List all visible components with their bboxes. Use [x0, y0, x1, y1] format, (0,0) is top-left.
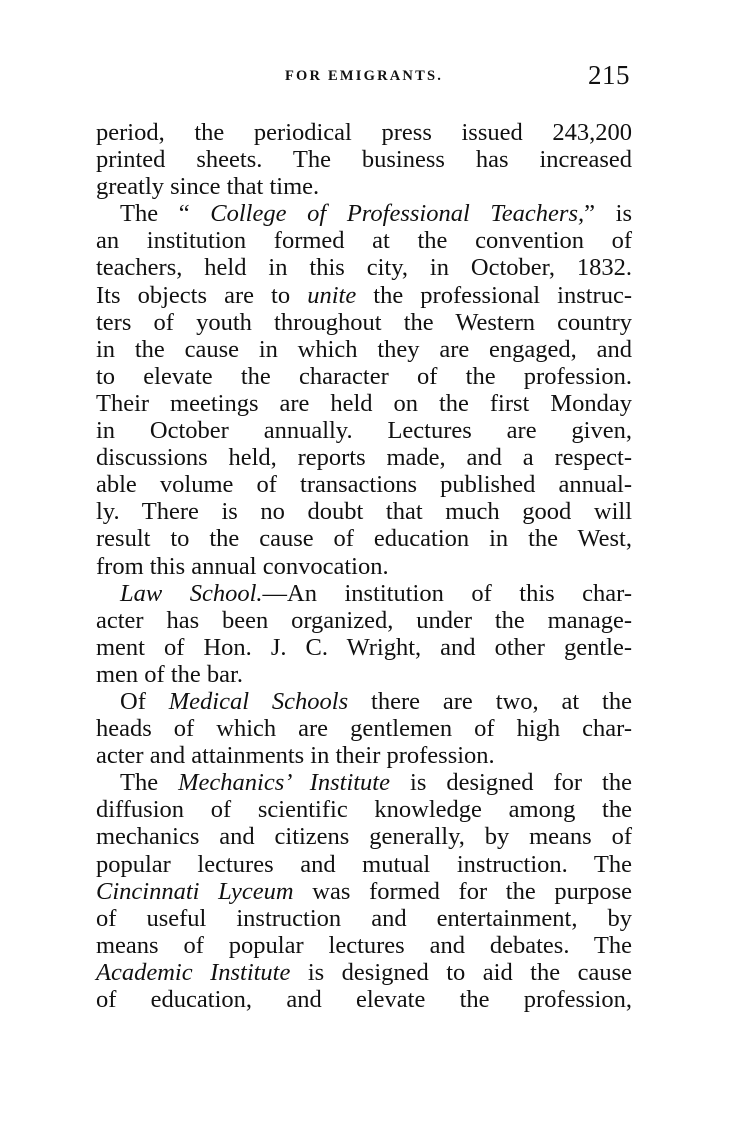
text-segment: Its objects are to: [96, 281, 308, 309]
italic-phrase: unite: [307, 281, 357, 309]
text-segment: is designed for the: [390, 769, 632, 797]
text-line: [96, 823, 632, 850]
text-segment: to elevate the character of the profession.: [96, 362, 632, 390]
text-segment: discussions held, reports made, and a respect-: [96, 444, 632, 472]
text-line: [96, 200, 632, 227]
text-segment: mechanics and citizens generally, by means of: [96, 823, 632, 851]
text-line: [96, 146, 632, 173]
text-line: [96, 959, 632, 986]
text-line: [96, 417, 632, 444]
text-segment: of education, and elevate the profession,: [96, 986, 632, 1013]
text-segment: —An institution of this char-: [262, 579, 632, 607]
text-segment: is designed to aid the cause: [290, 958, 632, 986]
text-line: [96, 986, 632, 1013]
text-segment: Their meetings are held on the first Monday: [96, 389, 632, 417]
text-line: [96, 851, 632, 878]
text-segment: from this annual convocation.: [96, 552, 389, 580]
text-segment: printed sheets. The business has increased: [96, 146, 632, 174]
text-segment: Of: [120, 687, 169, 715]
text-line: [96, 471, 632, 498]
text-line: [96, 444, 632, 471]
text-segment: popular lectures and mutual instruction. The: [96, 850, 632, 878]
text-segment: able volume of transactions published annual-: [96, 471, 632, 499]
text-line: [96, 282, 632, 309]
text-line: [96, 742, 632, 769]
italic-phrase: Medical Schools: [168, 687, 349, 715]
text-line: [96, 878, 632, 905]
text-line: [96, 715, 632, 742]
text-line: [96, 688, 632, 715]
text-segment: there are two, at the: [348, 687, 632, 715]
running-head-title: FOR EMIGRANTS.: [284, 68, 444, 84]
text-segment: The: [120, 769, 179, 797]
text-line: [96, 905, 632, 932]
text-segment: greatly since that time.: [96, 173, 320, 201]
text-segment: of useful instruction and entertainment, by: [96, 904, 632, 932]
text-segment: diffusion of scientific knowledge among the: [96, 796, 632, 824]
italic-phrase: College of Professional Teachers,: [210, 200, 585, 228]
italic-phrase: Law School.: [120, 579, 263, 607]
text-segment: means of popular lectures and debates. The: [96, 931, 632, 959]
text-segment: period, the periodical press issued 243,200: [96, 119, 632, 146]
text-line: [96, 498, 632, 525]
text-segment: acter and attainments in their profession.: [96, 742, 495, 770]
text-segment: in October annually. Lectures are given,: [96, 417, 632, 445]
text-segment: an institution formed at the convention of: [96, 227, 632, 255]
body-text: [96, 119, 632, 1013]
text-line: [96, 309, 632, 336]
text-line: [96, 336, 632, 363]
text-line: [96, 227, 632, 254]
text-segment: was formed for the purpose: [293, 877, 633, 905]
italic-phrase: Mechanics’ Institute: [178, 769, 390, 797]
text-line: [96, 525, 632, 552]
text-line: [96, 119, 632, 146]
text-line: [96, 769, 632, 796]
text-line: [96, 580, 632, 607]
text-segment: result to the cause of education in the West,: [96, 525, 632, 553]
text-line: [96, 661, 632, 688]
text-segment: acter has been organized, under the manage-: [96, 606, 632, 634]
italic-phrase: Cincinnati Lyceum: [96, 877, 294, 905]
text-line: [96, 363, 632, 390]
text-line: [96, 553, 632, 580]
text-line: [96, 254, 632, 281]
text-segment: in the cause in which they are engaged, and: [96, 335, 632, 363]
text-segment: ” is: [584, 200, 632, 228]
page-number: 215: [588, 60, 630, 90]
text-line: [96, 796, 632, 823]
text-line: [96, 390, 632, 417]
text-line: [96, 173, 632, 200]
text-segment: men of the bar.: [96, 660, 243, 688]
text-segment: The “: [120, 200, 211, 228]
text-segment: ly. There is no doubt that much good will: [96, 498, 632, 526]
text-segment: ment of Hon. J. C. Wright, and other gentle-: [96, 633, 632, 661]
text-segment: heads of which are gentlemen of high char-: [96, 715, 632, 743]
text-line: [96, 932, 632, 959]
running-head: [96, 60, 632, 100]
text-line: [96, 634, 632, 661]
text-line: [96, 607, 632, 634]
italic-phrase: Academic Institute: [96, 958, 291, 986]
text-segment: ters of youth throughout the Western country: [96, 308, 632, 336]
text-segment: teachers, held in this city, in October, 1832.: [96, 254, 632, 282]
text-segment: the professional instruc-: [356, 281, 632, 309]
